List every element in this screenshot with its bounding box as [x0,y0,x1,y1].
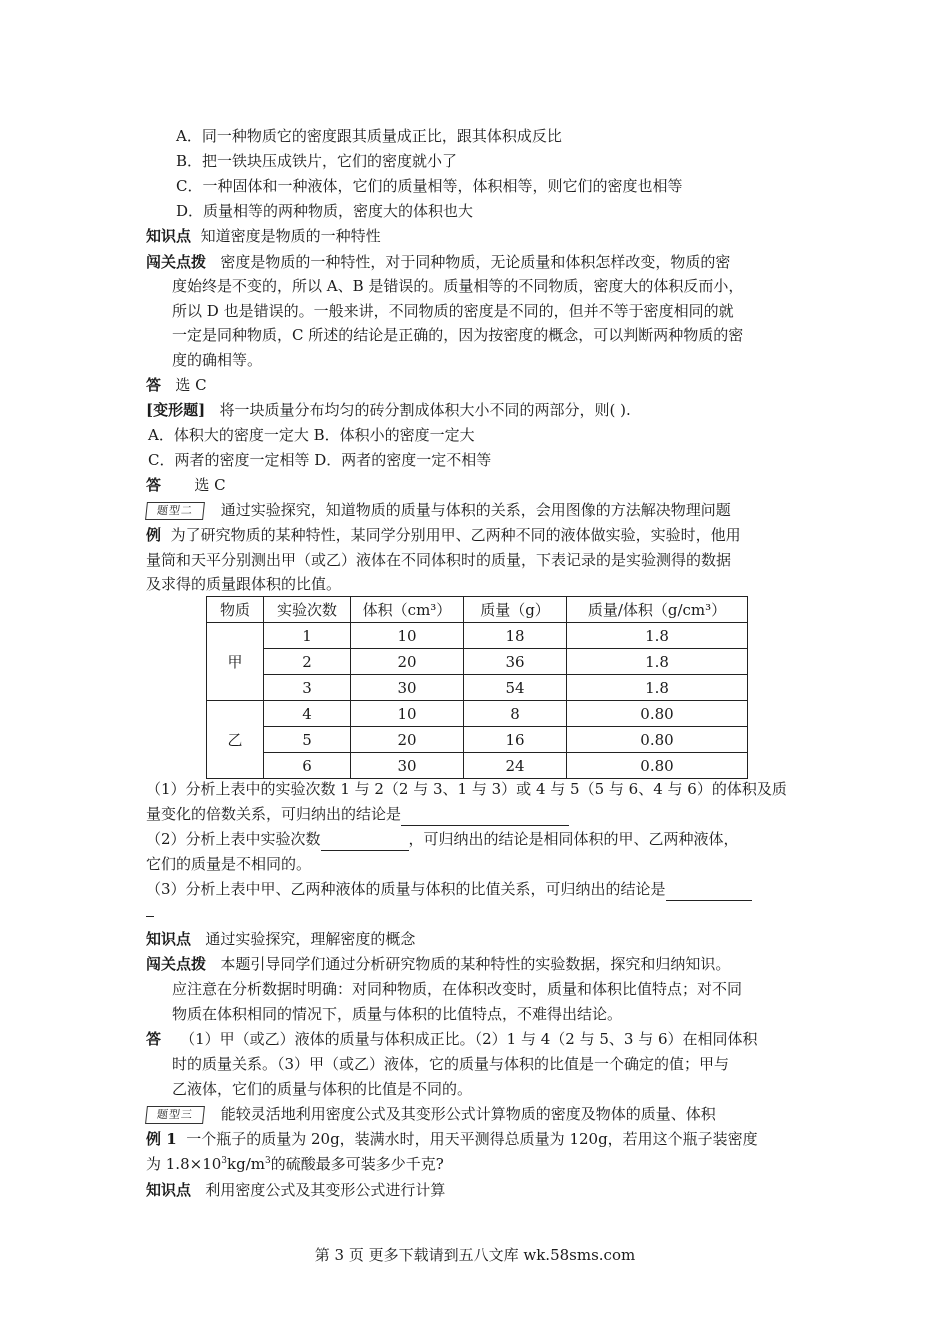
table-cell: 30 [351,753,464,779]
example-line-1 [146,523,741,547]
table-cell: 8 [464,701,567,727]
knowledge-label: 知识点 [146,227,192,245]
sub-question-3-line-1 [146,877,752,901]
hint-1-line-3: 所以 D 也是错误的。一般来讲，不同物质的密度是不同的，但并不等于密度相同的就 [172,302,734,320]
sub-question-1-line-1: （1）分析上表中的实验次数 1 与 2（2 与 3、1 与 3）或 4 与 5（5 与 6、4 与 6）的体积及质 [146,780,787,798]
type-3-tag: 题型三 [145,1106,205,1124]
example-label: 例 [146,526,162,544]
answer-text: 选 C [194,476,226,494]
option-c: C．一种固体和一种液体，它们的质量相等，体积相等，则它们的密度也相等 [176,177,683,195]
table-header-row [207,597,748,623]
sub-question-2-line-1 [146,827,739,851]
hint-label: 闯关点拨 [146,253,207,271]
experiment-table [206,596,748,779]
variant-label: [变形题] [146,401,206,419]
table-cell: 1.8 [567,675,748,701]
table-header: 物质 [207,597,264,623]
answer-2-line-1 [146,1027,758,1051]
table-header: 质量/体积（g/cm³） [567,597,748,623]
type-3-title: 能较灵活地利用密度公式及其变形公式计算物质的密度及物体的质量、体积 [220,1105,716,1123]
answer-label: 答 [146,476,162,494]
sub-question-text: ，可归纳出的结论是相同体积的甲、乙两种液体， [408,830,739,848]
knowledge-point-2 [146,927,415,951]
table-cell: 10 [351,701,464,727]
variant-answer [146,473,226,497]
table-row [207,675,748,701]
answer-text: （1）甲（或乙）液体的质量与体积成正比。（2）1 与 4（2 与 5、3 与 6）在相同体积 [180,1030,758,1048]
table-header: 体积（cm³） [351,597,464,623]
superscript: 3 [221,1156,228,1166]
answer-label: 答 [146,376,162,394]
table-cell: 30 [351,675,464,701]
sub-question-text: （3）分析上表中甲、乙两种液体的质量与体积的比值关系，可归纳出的结论是 [146,880,666,898]
superscript: 3 [264,1156,271,1166]
option-a: A．同一种物质它的密度跟其质量成正比，跟其体积成反比 [176,127,562,145]
type-3-heading [146,1102,716,1126]
table-cell: 1 [264,623,351,649]
sub-question-2-line-2: 它们的质量是不相同的。 [146,855,312,873]
example-label: 例 1 [146,1130,177,1148]
table-header: 质量（g） [464,597,567,623]
table-cell: 18 [464,623,567,649]
hint-label: 闯关点拨 [146,955,207,973]
knowledge-text: 通过实验探究，理解密度的概念 [205,930,416,948]
hint-1-line-4: 一定是同种物质，C 所述的结论是正确的，因为按密度的概念，可以判断两种物质的密 [172,326,744,344]
table-cell: 0.80 [567,727,748,753]
knowledge-text: 利用密度公式及其变形公式进行计算 [205,1181,446,1199]
hint-1-line-2: 度始终是不变的，所以 A、B 是错误的。质量相等的不同物质，密度大的体积反而小， [172,277,744,295]
table-row [207,623,748,649]
example-1-line-2 [146,1152,444,1176]
substance-cell: 甲 [207,623,264,701]
table-cell: 24 [464,753,567,779]
table-row [207,753,748,779]
type-2-heading [146,498,731,522]
example-text: kg/m [227,1155,265,1173]
answer-blank[interactable] [666,882,752,901]
table-header: 实验次数 [264,597,351,623]
type-2-title: 通过实验探究，知道物质的质量与体积的关系，会用图像的方法解决物理问题 [220,501,731,519]
table-cell: 36 [464,649,567,675]
answer-blank[interactable] [401,807,569,826]
hint-1-line-5: 度的确相等。 [172,351,263,369]
table-cell: 20 [351,727,464,753]
hint-2-line-3: 物质在体积相同的情况下，质量与体积的比值特点，不难得出结论。 [172,1005,623,1023]
answer-2-line-3: 乙液体，它们的质量与体积的比值是不同的。 [172,1080,473,1098]
table-cell: 2 [264,649,351,675]
variant-options-cd: C．两者的密度一定相等 D．两者的密度一定不相等 [148,451,492,469]
type-2-tag: 题型二 [145,502,205,520]
table-cell: 4 [264,701,351,727]
option-b: B．把一铁块压成铁片，它们的密度就小了 [176,152,458,170]
table-cell: 1.8 [567,623,748,649]
example-text: 为 1.8×10 [146,1155,222,1173]
variant-question [146,398,631,422]
hint-text: 密度是物质的一种特性，对于同种物质，无论质量和体积怎样改变，物质的密 [220,253,731,271]
table-cell: 0.80 [567,701,748,727]
table-cell: 6 [264,753,351,779]
knowledge-text: 知道密度是物质的一种特性 [200,227,381,245]
knowledge-point-3 [146,1178,445,1202]
example-text: 一个瓶子的质量为 20g，装满水时，用天平测得总质量为 120g，若用这个瓶子装密度 [186,1130,758,1148]
variant-options-ab: A．体积大的密度一定大 B．体积小的密度一定大 [148,426,475,444]
hint-1-line-1 [146,250,730,274]
example-text: 的硫酸最多可装多少千克? [270,1155,444,1173]
table-cell: 20 [351,649,464,675]
knowledge-label: 知识点 [146,930,192,948]
answer-2-line-2: 时的质量关系。（3）甲（或乙）液体，它的质量与体积的比值是一个确定的值；甲与 [172,1055,730,1073]
table-cell: 54 [464,675,567,701]
example-line-3: 及求得的质量跟体积的比值。 [146,575,342,593]
table-row [207,727,748,753]
knowledge-label: 知识点 [146,1181,192,1199]
table-cell: 5 [264,727,351,753]
sub-question-text: （2）分析上表中实验次数 [146,830,321,848]
sub-question-text: 量变化的倍数关系，可归纳出的结论是 [146,805,402,823]
table-row [207,701,748,727]
hint-2-line-1 [146,952,730,976]
page-footer: 第 3 页 更多下载请到五八文库 wk.58sms.com [314,1246,636,1264]
substance-cell: 乙 [207,701,264,779]
answer-label: 答 [146,1030,162,1048]
table-cell: 16 [464,727,567,753]
hint-2-line-2: 应注意在分析数据时明确：对同种物质，在体积改变时，质量和体积比值特点；对不同 [172,980,743,998]
table-cell: 3 [264,675,351,701]
hint-text: 本题引导同学们通过分析研究物质的某种特性的实验数据，探究和归纳知识。 [220,955,731,973]
example-1-line-1 [146,1127,758,1151]
table-cell: 1.8 [567,649,748,675]
answer-blank-continuation[interactable] [146,898,154,917]
example-line-2: 量筒和天平分别测出甲（或乙）液体在不同体积时的质量，下表记录的是实验测得的数据 [146,551,732,569]
variant-text: 将一块质量分布均匀的砖分割成体积大小不同的两部分，则( ). [219,401,631,419]
table-cell: 10 [351,623,464,649]
table-cell: 0.80 [567,753,748,779]
option-d: D．质量相等的两种物质，密度大的体积也大 [176,202,474,220]
answer-text: 选 C [175,376,207,394]
sub-question-1-line-2 [146,802,569,826]
answer-1 [146,373,207,397]
knowledge-point-1 [146,224,381,248]
answer-blank[interactable] [321,832,409,851]
table-row [207,649,748,675]
example-text: 为了研究物质的某种特性，某同学分别用甲、乙两种不同的液体做实验，实验时，他用 [170,526,741,544]
